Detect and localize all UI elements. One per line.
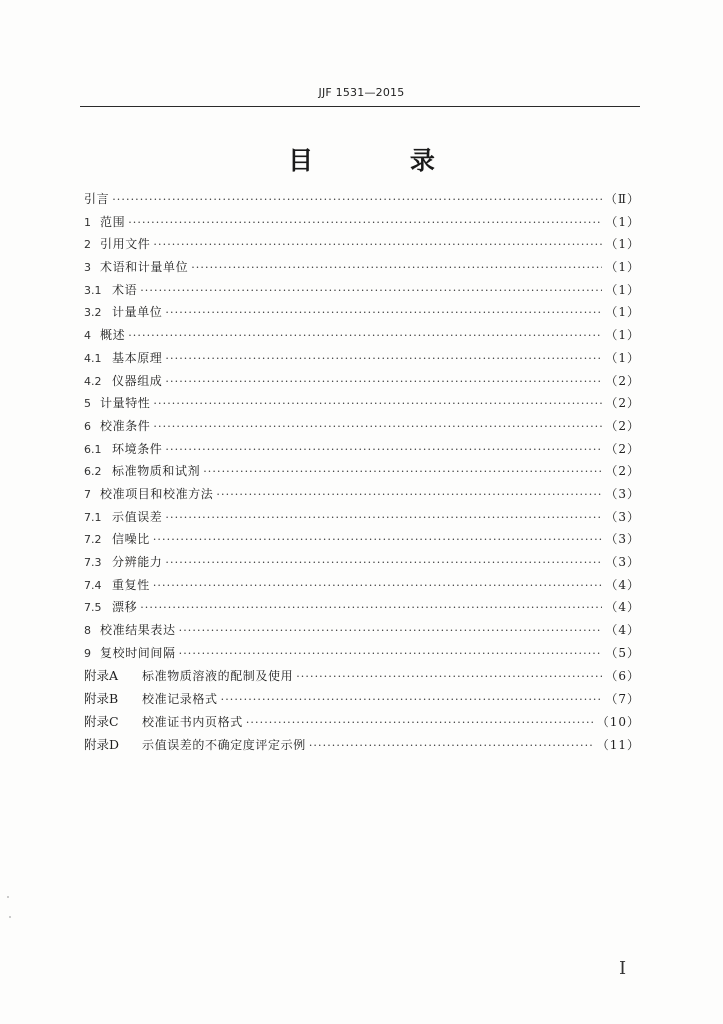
table-of-contents [84, 190, 640, 757]
toc-entry-number: 4 [84, 329, 91, 343]
toc-entry-title: 信噪比 [112, 532, 150, 547]
toc-entry-page: （1） [605, 350, 640, 365]
toc-entry-page: （2） [605, 373, 640, 388]
toc-entry-page: （2） [605, 418, 640, 433]
scan-speck [7, 896, 9, 898]
toc-entry-title: 校准条件 [100, 418, 151, 433]
toc-entry-title: 基本原理 [112, 350, 163, 365]
toc-entry-page: （4） [605, 600, 640, 615]
dot-leader [128, 216, 602, 229]
dot-leader [179, 647, 603, 660]
toc-entry-title: 环境条件 [112, 441, 163, 456]
toc-entry-number: 附录D [84, 736, 120, 752]
toc-entry [84, 689, 640, 712]
toc-entry-page: （2） [605, 441, 640, 456]
toc-entry [84, 576, 640, 599]
toc-entry-title: 示值误差的不确定度评定示例 [142, 737, 306, 752]
toc-entry-title: 引言 [84, 192, 110, 206]
toc-entry [84, 258, 640, 281]
toc-entry-number: 7.5 [84, 601, 102, 615]
toc-entry-title: 概述 [100, 328, 126, 343]
toc-entry-title: 校准记录格式 [142, 692, 218, 707]
dot-leader [153, 420, 602, 433]
toc-entry [84, 213, 640, 236]
toc-entry-title: 术语 [112, 282, 138, 297]
dot-leader [296, 670, 602, 683]
toc-entry-page: （6） [605, 669, 640, 684]
toc-entry [84, 394, 640, 417]
dot-leader [191, 261, 602, 274]
toc-entry-number: 7.3 [84, 556, 102, 569]
header-rule [80, 106, 640, 107]
dot-leader [165, 443, 602, 456]
toc-entry-title: 校准项目和校准方法 [100, 486, 214, 501]
toc-entry-page: （11） [596, 737, 640, 752]
toc-entry [84, 712, 640, 735]
toc-entry-page: （Ⅱ） [604, 192, 640, 206]
toc-entry-title: 校准证书内页格式 [142, 714, 243, 729]
toc-entry [84, 440, 640, 463]
toc-entry [84, 372, 640, 395]
dot-leader [165, 511, 602, 524]
toc-entry [84, 485, 640, 508]
dot-leader [246, 716, 594, 729]
toc-entry-page: （1） [605, 305, 640, 320]
toc-entry-number: 7.2 [84, 533, 102, 547]
toc-entry-number: 附录A [84, 668, 119, 684]
dot-leader [140, 601, 602, 614]
toc-entry-page: （3） [605, 486, 640, 501]
toc-entry-number: 4.1 [84, 351, 102, 365]
toc-entry-page: （1） [605, 214, 640, 229]
toc-entry-title: 仪器组成 [112, 373, 163, 388]
toc-entry-number: 7.1 [84, 510, 102, 524]
toc-entry [84, 349, 640, 372]
toc-entry-number: 2 [84, 238, 91, 252]
toc-entry-title: 范围 [100, 214, 126, 229]
toc-entry-title: 计量特性 [100, 396, 151, 411]
toc-entry [84, 462, 640, 485]
toc-entry [84, 508, 640, 531]
toc-entry-number: 附录C [84, 713, 119, 729]
toc-entry-number: 3.2 [84, 306, 102, 320]
dot-leader [153, 397, 602, 410]
toc-entry-title: 术语和计量单位 [100, 260, 189, 275]
dot-leader [153, 238, 602, 251]
toc-entry-title: 示值误差 [112, 509, 163, 524]
toc-entry [84, 190, 640, 213]
toc-entry [84, 235, 640, 258]
toc-entry-number: 7.4 [84, 578, 102, 592]
dot-leader [165, 352, 602, 365]
toc-entry [84, 326, 640, 349]
dot-leader [309, 739, 594, 752]
dot-leader [221, 693, 603, 706]
dot-leader [128, 329, 602, 342]
toc-entry-number: 6.1 [84, 442, 102, 456]
toc-entry [84, 666, 640, 689]
toc-entry [84, 621, 640, 644]
toc-entry-title: 引用文件 [100, 237, 151, 252]
toc-entry [84, 644, 640, 667]
toc-entry-page: （1） [605, 282, 640, 297]
toc-entry-number: 6.2 [84, 465, 102, 479]
dot-leader [140, 284, 602, 297]
dot-leader [165, 375, 602, 388]
toc-entry-number: 3 [84, 261, 91, 275]
scan-speck [9, 916, 11, 918]
toc-entry-number: 9 [84, 646, 91, 660]
dot-leader [203, 465, 602, 478]
toc-entry-number: 附录B [84, 691, 119, 707]
toc-entry-page: （3） [605, 555, 640, 569]
toc-entry [84, 281, 640, 304]
toc-entry-title: 复校时间间隔 [100, 645, 176, 660]
toc-entry-page: （3） [605, 509, 640, 524]
toc-entry-page: （10） [596, 714, 640, 729]
dot-leader [165, 306, 602, 319]
toc-entry-number: 5 [84, 397, 91, 411]
toc-entry [84, 417, 640, 440]
toc-entry-number: 4.2 [84, 374, 102, 388]
dot-leader [216, 488, 602, 501]
toc-entry [84, 303, 640, 326]
toc-entry-title: 计量单位 [112, 305, 163, 320]
toc-entry-number: 6 [84, 419, 91, 433]
toc-entry-number: 3.1 [84, 283, 102, 297]
dot-leader [153, 533, 603, 546]
toc-entry-page: （3） [605, 532, 640, 547]
toc-entry-page: （1） [605, 237, 640, 252]
toc-entry-title: 重复性 [112, 577, 150, 592]
toc-entry-page: （4） [605, 577, 640, 592]
dot-leader [153, 579, 603, 592]
toc-entry-number: 8 [84, 624, 91, 638]
toc-entry-page: （4） [605, 623, 640, 638]
toc-entry-title: 分辨能力 [112, 555, 163, 569]
toc-entry-title: 标准物质和试剂 [112, 464, 201, 479]
toc-entry-page: （5） [605, 645, 640, 660]
toc-entry-page: （1） [605, 328, 640, 343]
dot-leader [179, 624, 603, 637]
toc-entry-number: 1 [84, 215, 91, 229]
dot-leader [112, 193, 602, 206]
page-number: I [619, 958, 627, 979]
toc-entry-title: 标准物质溶液的配制及使用 [142, 669, 294, 684]
toc-entry [84, 598, 640, 621]
standard-code: JJF 1531—2015 [318, 86, 405, 99]
toc-entry-number: 7 [84, 487, 91, 501]
dot-leader [165, 556, 602, 569]
toc-entry-page: （2） [605, 464, 640, 479]
toc-entry-page: （7） [605, 692, 640, 707]
toc-entry-page: （2） [605, 396, 640, 411]
toc-entry [84, 530, 640, 553]
toc-title: 目 录 [288, 146, 479, 175]
toc-entry-page: （1） [605, 260, 640, 275]
toc-entry-title: 漂移 [112, 600, 138, 615]
toc-entry-title: 校准结果表达 [100, 623, 176, 638]
toc-entry [84, 553, 640, 576]
toc-entry [84, 735, 640, 758]
